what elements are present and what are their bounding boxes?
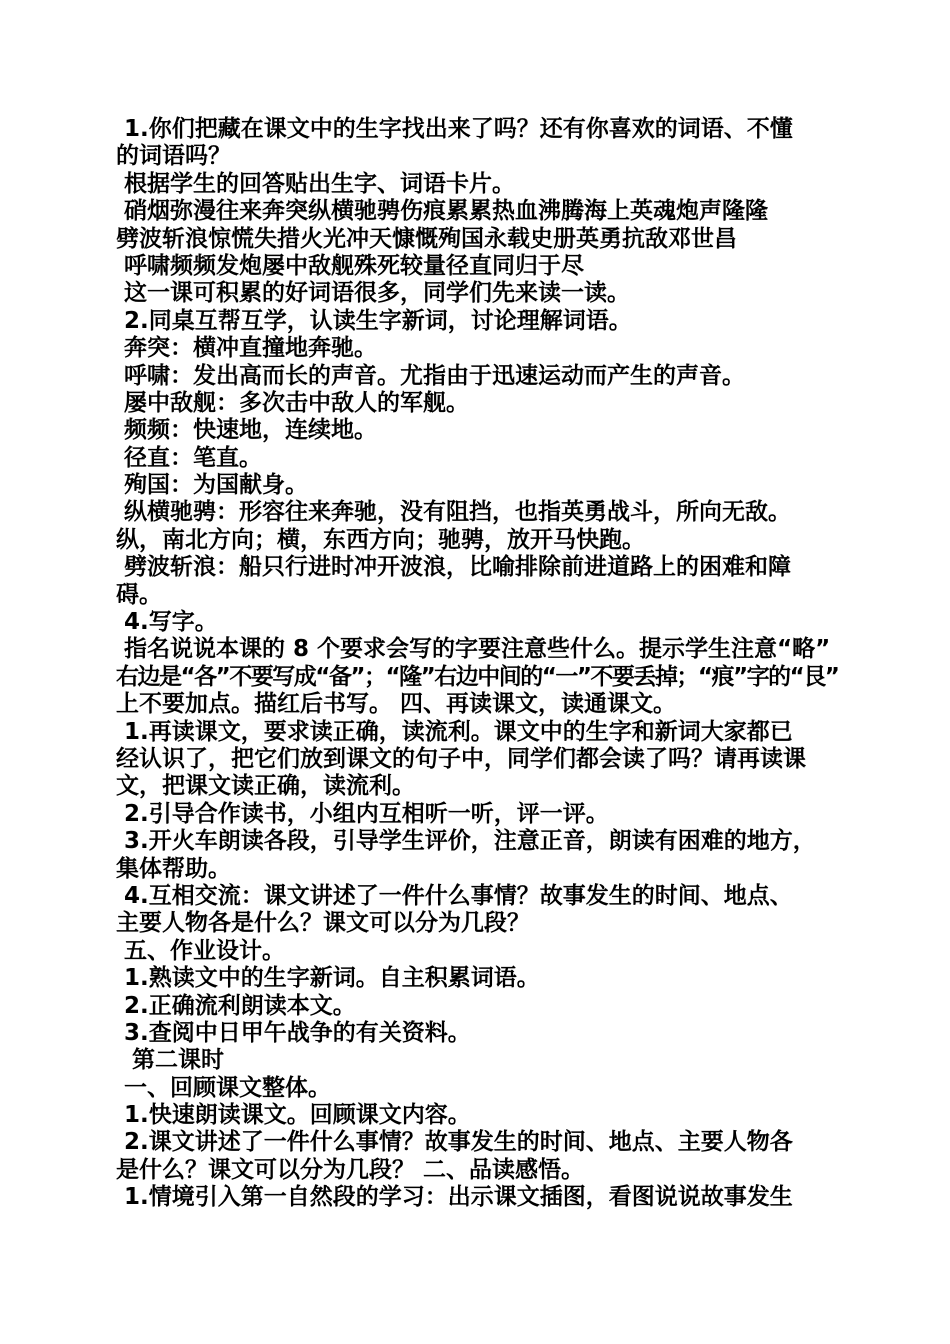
text-line: 五、作业设计。 [116, 937, 286, 964]
text-line: 主要人物各是什么？课文可以分为几段？ [116, 910, 530, 937]
text-line: 3.查阅中日甲午战争的有关资料。 [116, 1019, 471, 1046]
text-line: 呼啸频频发炮屡中敌舰殊死较量径直同归于尽 [116, 252, 585, 279]
text-line: 的词语吗？ [116, 143, 231, 170]
text-line: 是什么？课文可以分为几段？ 二、品读感悟。 [116, 1156, 585, 1183]
text-line: 劈波斩浪：船只行进时冲开波浪，比喻排除前进道路上的困难和障 [116, 554, 792, 581]
text-line: 经认识了，把它们放到课文的句子中，同学们都会读了吗？请再读课 [116, 745, 806, 772]
text-line: 第二课时 [116, 1047, 225, 1074]
text-line: 1.快速朗读课文。回顾课文内容。 [116, 1102, 471, 1129]
text-line: 1.你们把藏在课文中的生字找出来了吗？还有你喜欢的词语、不懂 [116, 116, 793, 142]
text-line: 纵横驰骋：形容往来奔驰，没有阻挡，也指英勇战斗，所向无敌。 [116, 499, 792, 526]
text-line: 殉国：为国献身。 [116, 472, 309, 499]
text-line: 一、回顾课文整体。 [116, 1074, 332, 1101]
text-line: 4.互相交流：课文讲述了一件什么事情？故事发生的时间、地点、 [116, 882, 793, 909]
text-line: 根据学生的回答贴出生字、词语卡片。 [116, 170, 516, 197]
document-body [116, 116, 838, 1212]
text-line: 上不要加点。描红后书写。 四、再读课文，读通课文。 [116, 691, 677, 718]
text-line: 屡中敌舰：多次击中敌人的军舰。 [116, 389, 470, 416]
text-line: 3.开火车朗读各段，引导学生评价，注意正音，朗读有困难的地方， [116, 828, 816, 855]
text-line: 文，把课文读正确，读流利。 [116, 773, 415, 800]
text-line: 径直：笔直。 [116, 444, 263, 471]
text-line: 2.正确流利朗读本文。 [116, 992, 356, 1019]
text-line: 1.情境引入第一自然段的学习：出示课文插图，看图说说故事发生 [116, 1184, 793, 1211]
text-line: 奔突：横冲直撞地奔驰。 [116, 335, 378, 362]
text-line: 1.再读课文，要求读正确，读流利。课文中的生字和新词大家都已 [116, 718, 793, 745]
text-line: 硝烟弥漫往来奔突纵横驰骋伤痕累累热血沸腾海上英魂炮声隆隆 [116, 198, 769, 225]
text-line: 呼啸：发出高而长的声音。尤指由于迅速运动而产生的声音。 [116, 362, 746, 389]
text-line: 指名说说本课的 8 个要求会写的字要注意些什么。提示学生注意“略” [116, 636, 831, 663]
text-line: 2.同桌互帮互学，认读生字新词，讨论理解词语。 [116, 307, 632, 334]
text-line: 劈波斩浪惊慌失措火光冲天慷慨殉国永载史册英勇抗敌邓世昌 [116, 225, 737, 252]
text-line: 这一课可积累的好词语很多，同学们先来读一读。 [116, 280, 631, 307]
text-line: 集体帮助。 [116, 855, 231, 882]
text-line: 右边是“各”不要写成“备”；“隆”右边中间的“一”不要丢掉；“痕”字的“艮” [116, 663, 839, 690]
text-line: 纵，南北方向；横，东西方向；驰骋，放开马快跑。 [116, 526, 645, 553]
text-line: 频频：快速地，连续地。 [116, 417, 378, 444]
text-line: 碍。 [116, 581, 162, 608]
text-line: 1.熟读文中的生字新词。自主积累词语。 [116, 965, 540, 992]
text-line: 4.写字。 [116, 609, 218, 636]
text-line: 2.引导合作读书，小组内互相听一听，评一评。 [116, 800, 609, 827]
text-line: 2.课文讲述了一件什么事情？故事发生的时间、地点、主要人物各 [116, 1129, 793, 1156]
